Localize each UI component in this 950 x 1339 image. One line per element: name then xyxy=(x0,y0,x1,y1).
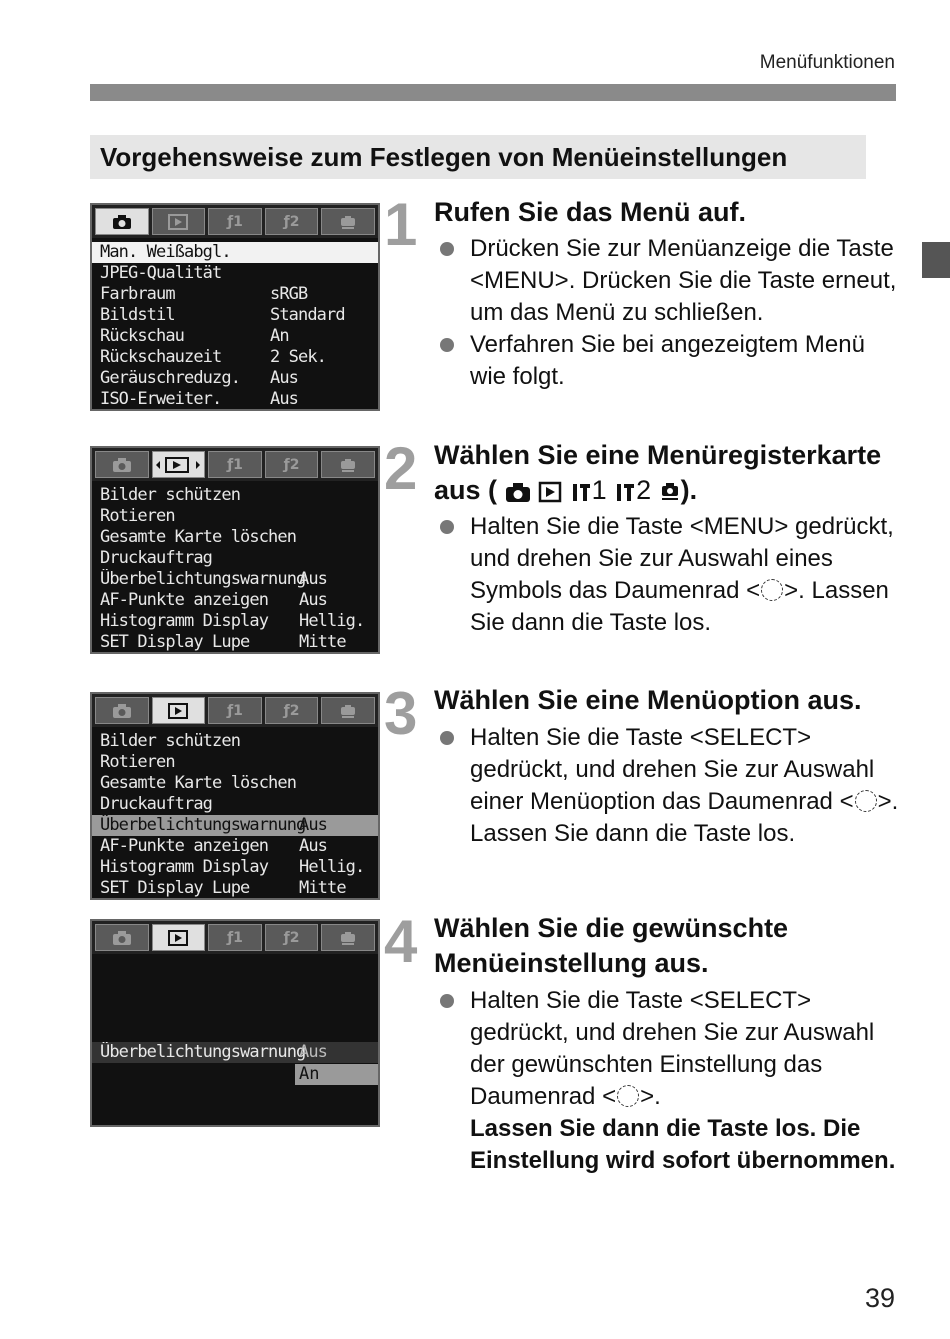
step-bullets xyxy=(434,233,904,393)
custom-camera-icon xyxy=(338,930,358,946)
custom-camera-icon xyxy=(338,703,358,719)
step-number: 4 xyxy=(384,908,418,975)
tab-setup2: ƒ2 xyxy=(265,208,319,235)
tab-setup2: ƒ2 xyxy=(265,451,319,478)
step-bullets xyxy=(434,511,904,639)
step-number: 3 xyxy=(384,680,418,747)
tab-custom xyxy=(321,924,375,951)
camera-screen-2 xyxy=(90,446,380,654)
tab-custom xyxy=(321,208,375,235)
menu-tabs xyxy=(92,448,378,481)
menu-row: Histogramm Display Hellig. xyxy=(100,611,365,631)
tab-shooting xyxy=(95,924,149,951)
menu-row: Man. Weißabgl. xyxy=(92,242,378,263)
tab-setup2: ƒ2 xyxy=(265,924,319,951)
menu-row: Histogramm Display Hellig. xyxy=(100,857,365,877)
custom-camera-icon xyxy=(338,214,358,230)
menu-row: ISO-Erweiter. Aus xyxy=(100,389,299,409)
step-bullets xyxy=(434,985,904,1177)
menu-row: Druckauftrag xyxy=(100,794,213,814)
bullet-dot-icon xyxy=(440,731,454,745)
menu-row: Rotieren xyxy=(100,752,175,772)
tab-shooting xyxy=(95,451,149,478)
setting-option-selected: An xyxy=(295,1064,378,1085)
bullet-item: Drücken Sie zur Menüanzeige die Taste <MENU>. Drücken Sie die Taste erneut, um das Menü zu schließen. xyxy=(434,233,904,329)
menu-rows xyxy=(92,238,378,410)
menu-row: Rückschauzeit 2 Sek. xyxy=(100,347,327,367)
setting-row: Überbelichtungswarnung Aus xyxy=(92,1042,378,1063)
tab-shooting xyxy=(95,208,149,235)
camera-screen-4 xyxy=(90,919,380,1127)
step-bullets xyxy=(434,722,904,850)
camera-icon xyxy=(112,214,132,230)
camera-icon xyxy=(112,457,132,473)
tab-custom xyxy=(321,451,375,478)
step-heading: Wählen Sie eine Menüregisterkarte aus ( 1 2 ). xyxy=(434,440,882,505)
dial-icon xyxy=(761,579,783,601)
tab-playback xyxy=(152,208,206,235)
menu-row: Bildstil Standard xyxy=(100,305,345,325)
tab-setup1: ƒ1 xyxy=(208,208,262,235)
menu-row: Rückschau An xyxy=(100,326,289,346)
setup-wrench-icon xyxy=(570,481,592,503)
tab-playback xyxy=(152,451,206,478)
menu-row: Gesamte Karte löschen xyxy=(100,773,297,793)
play-icon xyxy=(168,703,188,719)
menu-row: Druckauftrag xyxy=(100,548,213,568)
dial-icon xyxy=(617,1085,639,1107)
menu-row-selected: Überbelichtungswarnung Aus xyxy=(92,815,378,836)
tab-setup2: ƒ2 xyxy=(265,697,319,724)
play-icon xyxy=(168,930,188,946)
menu-row: Bilder schützen xyxy=(100,485,241,505)
camera-screen-3 xyxy=(90,692,380,900)
play-icon xyxy=(538,481,562,503)
menu-tabs xyxy=(92,921,378,954)
menu-row: Gesamte Karte löschen xyxy=(100,527,297,547)
chapter-side-tab xyxy=(922,242,950,278)
header-bar xyxy=(90,84,896,101)
camera-icon xyxy=(112,930,132,946)
menu-row: AF-Punkte anzeigen Aus xyxy=(100,590,328,610)
bullet-dot-icon xyxy=(440,242,454,256)
camera-icon xyxy=(505,481,531,503)
bullet-item: Halten Sie die Taste <SELECT> gedrückt, und drehen Sie zur Auswahl der gewünschten Einstellung das Daumenrad < >. Lassen Sie dann die Taste los. Die Einstellung wird sofort übernommen. xyxy=(434,985,904,1177)
bullet-item: Halten Sie die Taste <SELECT> gedrückt, und drehen Sie zur Auswahl einer Menüoption das Daumenrad < >. Lassen Sie dann die Taste los. xyxy=(434,722,904,850)
menu-rows xyxy=(92,481,378,653)
bullet-dot-icon xyxy=(440,520,454,534)
menu-row: Überbelichtungswarnung Aus xyxy=(100,569,328,589)
step-heading: Wählen Sie die gewünschte Menüeinstellung aus. xyxy=(434,913,789,978)
menu-rows xyxy=(92,727,378,899)
menu-row: SET Display Lupe Mitte xyxy=(100,632,346,652)
menu-row: AF-Punkte anzeigen Aus xyxy=(100,836,328,856)
camera-screen-1 xyxy=(90,203,380,411)
menu-row: Rotieren xyxy=(100,506,175,526)
step-number: 1 xyxy=(384,191,418,258)
section-title: Vorgehensweise zum Festlegen von Menüeinstellungen xyxy=(90,135,866,179)
menu-row: Geräuschreduzg. Aus xyxy=(100,368,299,388)
menu-row: Bilder schützen xyxy=(100,731,241,751)
setting-area xyxy=(92,954,378,1128)
menu-row: SET Display Lupe Mitte xyxy=(100,878,346,898)
menu-row: JPEG-Qualität xyxy=(100,263,222,283)
tab-playback xyxy=(152,924,206,951)
header-section-label: Menüfunktionen xyxy=(759,52,895,73)
step-heading: Rufen Sie das Menü auf. xyxy=(434,197,747,227)
bullet-dot-icon xyxy=(440,994,454,1008)
step-heading: Wählen Sie eine Menüoption aus. xyxy=(434,685,862,715)
tab-playback xyxy=(152,697,206,724)
camera-icon xyxy=(112,703,132,719)
tab-custom xyxy=(321,697,375,724)
menu-row: Farbraum sRGB xyxy=(100,284,308,304)
custom-camera-icon xyxy=(659,481,681,503)
page-number: 39 xyxy=(864,1283,895,1313)
bullet-item: Halten Sie die Taste <MENU> gedrückt, und drehen Sie zur Auswahl eines Symbols das Daumenrad < >. Lassen Sie dann die Taste los. xyxy=(434,511,904,639)
custom-camera-icon xyxy=(338,457,358,473)
play-icon xyxy=(168,214,188,230)
tab-setup1: ƒ1 xyxy=(208,924,262,951)
bullet-dot-icon xyxy=(440,338,454,352)
step-number: 2 xyxy=(384,435,418,502)
menu-tabs xyxy=(92,694,378,727)
play-icon-with-arrows xyxy=(156,457,200,473)
tab-setup1: ƒ1 xyxy=(208,697,262,724)
bullet-item: Verfahren Sie bei angezeigtem Menü wie folgt. xyxy=(434,329,904,393)
dial-icon xyxy=(855,790,877,812)
tab-shooting xyxy=(95,697,149,724)
menu-tabs xyxy=(92,205,378,238)
tab-setup1: ƒ1 xyxy=(208,451,262,478)
setup-wrench-icon xyxy=(614,481,636,503)
